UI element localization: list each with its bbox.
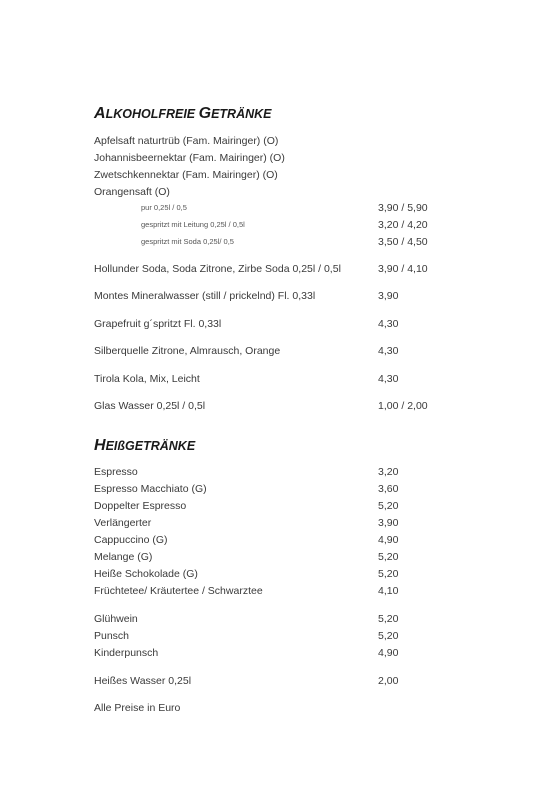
menu-item — [94, 481, 559, 497]
item-name: Doppelter Espresso — [94, 500, 187, 512]
menu-item — [94, 343, 559, 359]
item-price: 4,90 — [378, 647, 399, 659]
section-title-heissgetraenke: HEIßGETRÄNKE — [94, 437, 196, 454]
menu-item — [94, 464, 559, 480]
menu-item — [94, 515, 559, 531]
menu-item — [94, 133, 559, 149]
item-name: Cappuccino (G) — [94, 534, 168, 546]
item-name: Johannisbeernektar (Fam. Mairinger) (O) — [94, 152, 285, 164]
item-name: Montes Mineralwasser (still / prickelnd) Fl. 0,33l — [94, 290, 316, 302]
section-title-alkoholfreie-getraenke: ALKOHOLFREIE GETRÄNKE — [94, 105, 272, 122]
item-name: Zwetschkennektar (Fam. Mairinger) (O) — [94, 169, 278, 181]
menu-item — [94, 532, 559, 548]
item-price: 3,20 — [378, 466, 399, 478]
item-price: 4,90 — [378, 534, 399, 546]
item-price: 3,90 / 5,90 — [378, 202, 428, 214]
item-name: Apfelsaft naturtrüb (Fam. Mairinger) (O) — [94, 135, 279, 147]
item-name: Kinderpunsch — [94, 647, 159, 659]
item-price: 3,90 — [378, 517, 399, 529]
item-name: Glühwein — [94, 613, 138, 625]
item-price: 1,00 / 2,00 — [378, 400, 428, 412]
item-name: pur 0,25l / 0,5 — [141, 203, 187, 212]
menu-item — [94, 583, 559, 599]
menu-item — [94, 673, 559, 689]
menu-item — [94, 498, 559, 514]
item-price: 4,10 — [378, 585, 399, 597]
menu-item-variant — [94, 217, 559, 233]
item-price: 4,30 — [378, 345, 399, 357]
item-name: Tirola Kola, Mix, Leicht — [94, 373, 200, 385]
item-price: 5,20 — [378, 551, 399, 563]
item-name: Espresso Macchiato (G) — [94, 483, 207, 495]
item-price: 4,30 — [378, 318, 399, 330]
item-price: 4,30 — [378, 373, 399, 385]
item-name: Früchtetee/ Kräutertee / Schwarztee — [94, 585, 263, 597]
item-price: 3,20 / 4,20 — [378, 219, 428, 231]
item-name: Heißes Wasser 0,25l — [94, 675, 192, 687]
menu-item — [94, 371, 559, 387]
item-price: 2,00 — [378, 675, 399, 687]
item-name: Hollunder Soda, Soda Zitrone, Zirbe Soda 0,25l / 0,5l — [94, 263, 341, 275]
item-name: Silberquelle Zitrone, Almrausch, Orange — [94, 345, 281, 357]
item-price: 3,90 / 4,10 — [378, 263, 428, 275]
item-name: Glas Wasser 0,25l / 0,5l — [94, 400, 206, 412]
item-price: 5,20 — [378, 630, 399, 642]
menu-item — [94, 628, 559, 644]
item-name: gespritzt mit Leitung 0,25l / 0,5l — [141, 220, 245, 229]
item-price: 3,90 — [378, 290, 399, 302]
menu-item — [94, 261, 559, 277]
item-name: Verlängerter — [94, 517, 152, 529]
menu-item — [94, 288, 559, 304]
menu-item-variant — [94, 234, 559, 250]
price-note: Alle Preise in Euro — [94, 702, 181, 714]
item-name: Heiße Schokolade (G) — [94, 568, 198, 580]
menu-item — [94, 645, 559, 661]
menu-item — [94, 566, 559, 582]
menu-item — [94, 150, 559, 166]
menu-item-variant — [94, 200, 559, 216]
item-name: Punsch — [94, 630, 130, 642]
item-name: gespritzt mit Soda 0,25l/ 0,5 — [141, 237, 234, 246]
item-price: 3,60 — [378, 483, 399, 495]
item-name: Grapefruit g´spritzt Fl. 0,33l — [94, 318, 222, 330]
item-price: 3,50 / 4,50 — [378, 236, 428, 248]
item-name: Melange (G) — [94, 551, 153, 563]
menu-item — [94, 316, 559, 332]
menu-item — [94, 549, 559, 565]
item-name: Espresso — [94, 466, 138, 478]
item-price: 5,20 — [378, 568, 399, 580]
item-price: 5,20 — [378, 613, 399, 625]
menu-item — [94, 611, 559, 627]
menu-item — [94, 398, 559, 414]
item-name: Orangensaft (O) — [94, 186, 170, 198]
menu-item — [94, 167, 559, 183]
item-price: 5,20 — [378, 500, 399, 512]
menu-item — [94, 184, 559, 200]
